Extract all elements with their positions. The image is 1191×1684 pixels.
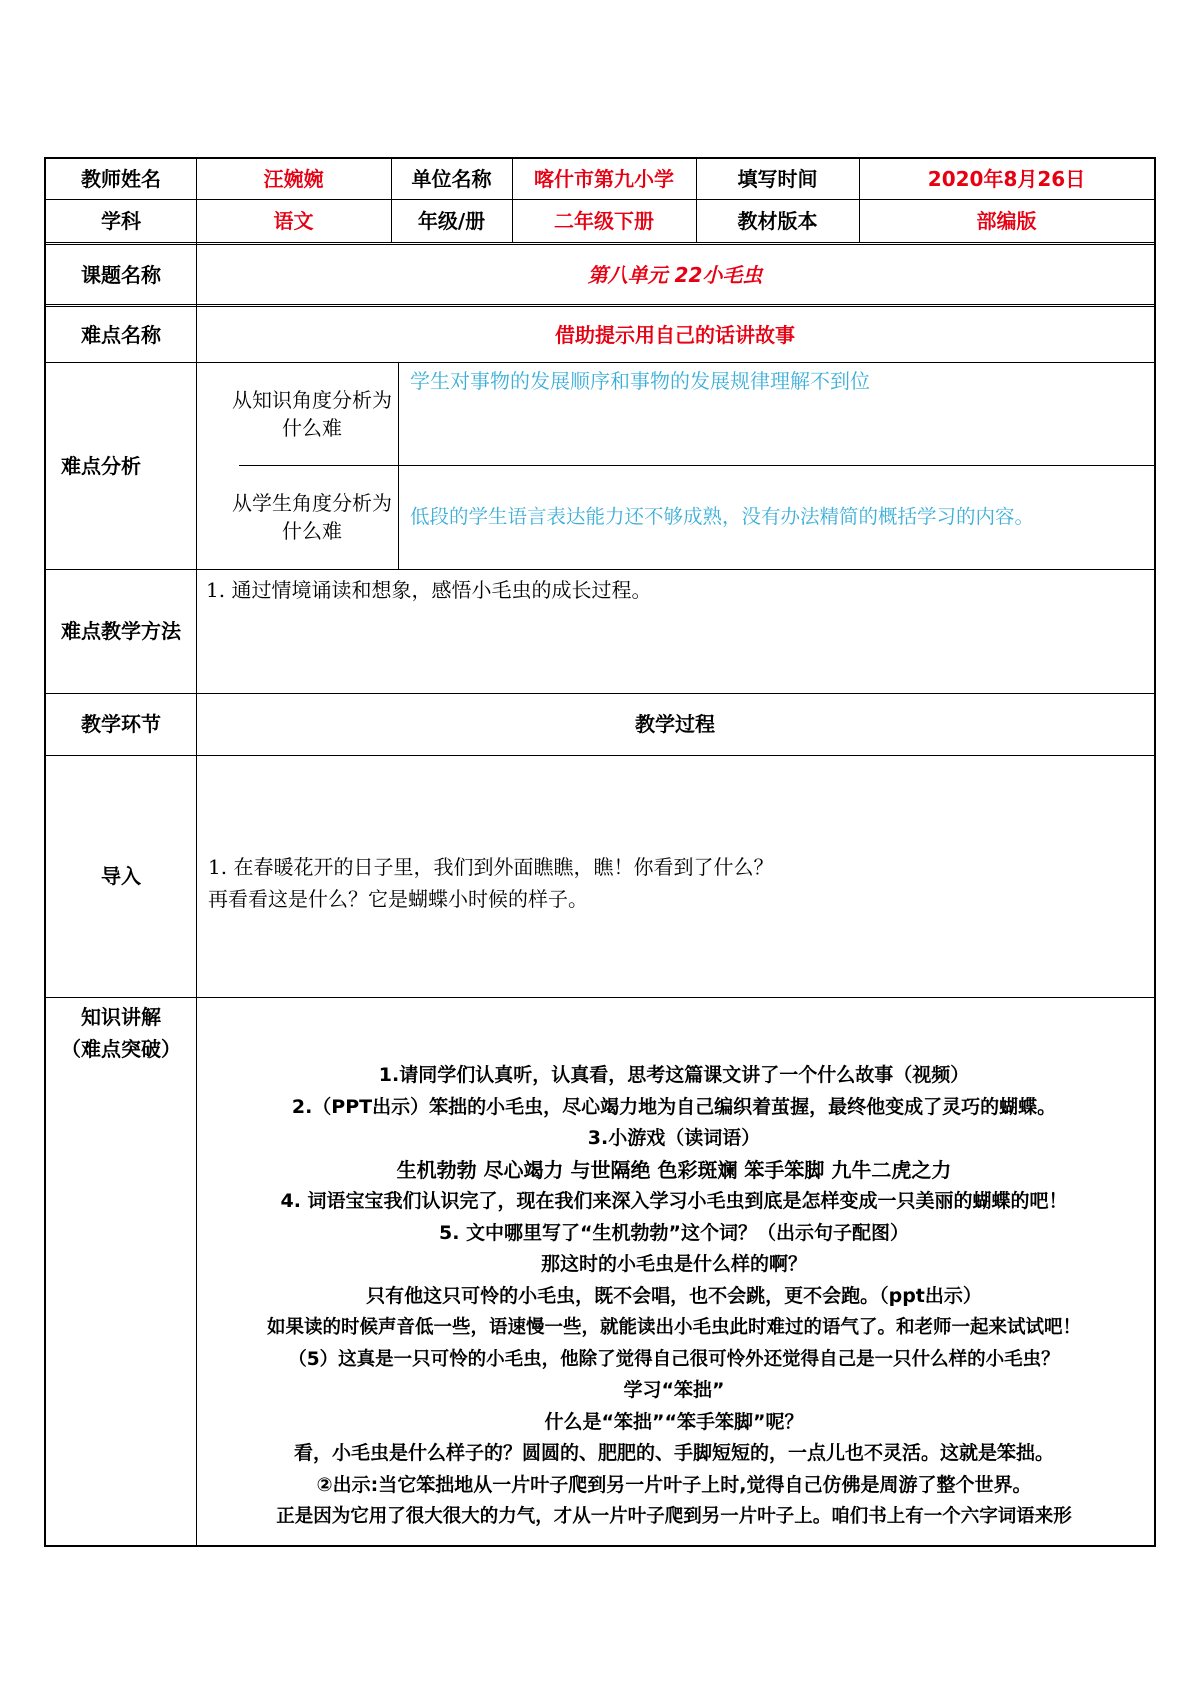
knowledge-line: 正是因为它用了很大很大的力气，才从一片叶子爬到另一片叶子上。咱们书上有一个六字词语来形 xyxy=(276,1506,1072,1527)
knowledge-line: 3.小游戏（读词语） xyxy=(587,1127,761,1149)
knowledge-line: 生机勃勃 尽心竭力 与世隔绝 色彩斑斓 笨手笨脚 九牛二虎之力 xyxy=(396,1157,952,1182)
knowledge-label: 知识讲解 （难点突破） xyxy=(61,1005,181,1061)
knowledge-line: 2.（PPT出示）笨拙的小毛虫，尽心竭力地为自己编织着茧握，最终他变成了灵巧的蝴蝶。 xyxy=(291,1095,1057,1118)
knowledge-angle-label: 从知识角度分析为什么难 xyxy=(232,387,392,440)
teaching-process-label: 教学过程 xyxy=(635,712,715,736)
knowledge-line: 4. 词语宝宝我们认识完了，现在我们来深入学习小毛虫到底是怎样变成一只美丽的蝴蝶的吧！ xyxy=(280,1190,1068,1212)
knowledge-line: 什么是“笨拙”“笨手笨脚”呢？ xyxy=(544,1410,804,1433)
knowledge-line: 1.请同学们认真听，认真看，思考这篇课文讲了一个什么故事（视频） xyxy=(378,1064,970,1086)
student-angle-label: 从学生角度分析为什么难 xyxy=(232,491,392,543)
intro-line-2: 再看看这是什么？它是蝴蝶小时候的样子。 xyxy=(208,887,588,911)
knowledge-line: 只有他这只可怜的小毛虫，既不会唱，也不会跳，更不会跑。（ppt出示） xyxy=(366,1284,982,1307)
difficulty-value: 借助提示用自己的话讲故事 xyxy=(555,322,795,347)
method-label: 难点教学方法 xyxy=(61,619,181,643)
unit-name-label: 单位名称 xyxy=(411,167,492,191)
edition-value: 部编版 xyxy=(976,208,1037,233)
intro-label: 导入 xyxy=(101,864,141,888)
difficulty-label: 难点名称 xyxy=(81,322,161,347)
knowledge-angle-value: 学生对事物的发展顺序和事物的发展规律理解不到位 xyxy=(410,369,870,393)
grade-value: 二年级下册 xyxy=(554,208,654,233)
knowledge-line: 5. 文中哪里写了“生机勃勃”这个词？（出示句子配图） xyxy=(438,1221,910,1244)
intro-text xyxy=(208,851,1148,915)
teacher-name-value: 汪婉婉 xyxy=(263,167,324,191)
knowledge-line: 学习“笨拙” xyxy=(623,1379,725,1401)
subject-value: 语文 xyxy=(273,208,314,233)
knowledge-process-text xyxy=(195,1060,1153,1533)
unit-name-value: 喀什市第九小学 xyxy=(534,167,674,191)
topic-value: 第八单元 22小毛虫 xyxy=(587,262,763,287)
grade-label: 年级/册 xyxy=(417,208,486,233)
knowledge-line: 如果读的时候声音低一些，语速慢一些，就能读出小毛虫此时难过的语气了。和老师一起来试试吧！ xyxy=(266,1317,1081,1338)
teaching-stage-label: 教学环节 xyxy=(81,712,161,736)
fill-date-value: 2020年8月26日 xyxy=(927,167,1086,191)
knowledge-line: （5）这真是一只可怜的小毛虫，他除了觉得自己很可怜外还觉得自己是一只什么样的小毛虫？ xyxy=(288,1348,1060,1370)
method-value: 1. 通过情境诵读和想象，感悟小毛虫的成长过程。 xyxy=(206,578,652,602)
fill-date-label: 填写时间 xyxy=(737,167,818,191)
knowledge-line: ②出示:当它笨拙地从一片叶子爬到另一片叶子上时,觉得自己仿佛是周游了整个世界。 xyxy=(316,1473,1032,1496)
teacher-name-label: 教师姓名 xyxy=(81,167,161,191)
knowledge-line: 那这时的小毛虫是什么样的啊？ xyxy=(540,1253,807,1275)
student-angle-value: 低段的学生语言表达能力还不够成熟，没有办法精简的概括学习的内容。 xyxy=(410,505,1035,529)
knowledge-line: 看，小毛虫是什么样子的？圆圆的、肥肥的、手脚短短的，一点儿也不灵活。这就是笨拙。 xyxy=(293,1442,1054,1464)
edition-label: 教材版本 xyxy=(737,208,818,233)
analysis-label: 难点分析 xyxy=(61,453,141,478)
intro-line-1: 1. 在春暖花开的日子里，我们到外面瞧瞧，瞧！你看到了什么？ xyxy=(208,855,774,879)
subject-label: 学科 xyxy=(101,208,141,233)
topic-label: 课题名称 xyxy=(81,262,161,287)
